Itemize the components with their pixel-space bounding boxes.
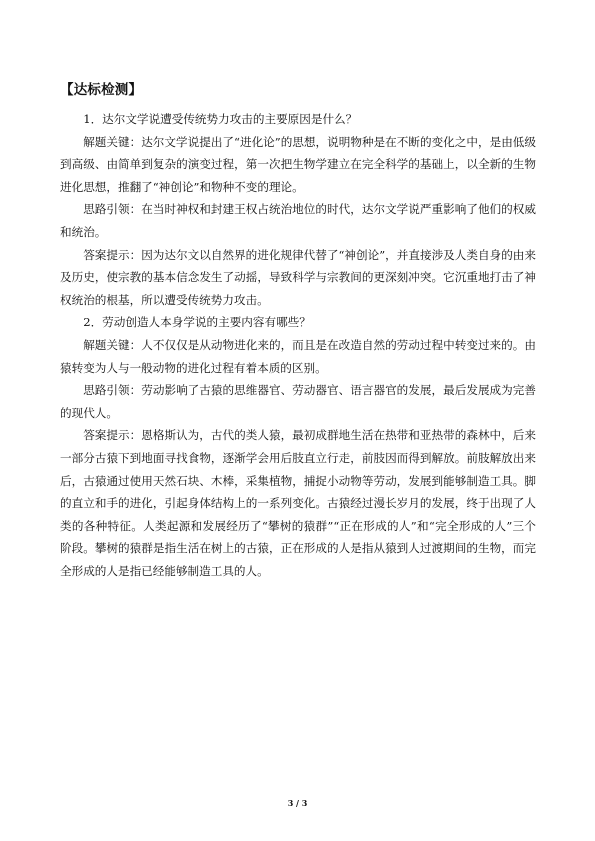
- page-number: 3 / 3: [287, 798, 308, 808]
- section-heading: 【达标检测】: [60, 82, 143, 98]
- question-1-key: 解题关键：达尔文学说提出了“进化论”的思想，说明物种是在不断的变化之中，是由低级到高级、由简单到复杂的演变过程，第一次把生物学建立在完全科学的基础上，以全新的生物进化思想，推翻了“神创论”和物种不变的理论。: [60, 134, 536, 194]
- question-1-answer: 答案提示：因为达尔文以自然界的进化规律代替了“神创论”，并直接涉及人类自身的由来及历史，使宗教的基本信念发生了动摇，导致科学与宗教间的更深刻冲突。它沉重地打击了神权统治的根基，所以遭受传统势力攻击。: [60, 247, 536, 307]
- question-2-answer: 答案提示：恩格斯认为，古代的类人猿，最初成群地生活在热带和亚热带的森林中，后来一部分古猿下到地面寻找食物，逐渐学会用后肢直立行走，前肢因而得到解放。前肢解放出来后，古猿通过使用天然石块、木棒，采集植物，捕捉小动物等劳动，发展到能够制造工具。脚的直立和手的进化，引起身体结构上的一系列变化。古猿经过漫长岁月的发展，终于出现了人类的各种特征。人类起源和发展经历了“攀树的猿群”“正在形成的人”和“完全形成的人”三个阶段。攀树的猿群是指生活在树上的古猿，正在形成的人是指从猿到人过渡期间的生物，而完全形成的人是指已经能够制造工具的人。: [60, 428, 536, 578]
- question-1-hint: 思路引领：在当时神权和封建王权占统治地位的时代，达尔文学说严重影响了他们的权威和统治。: [60, 202, 536, 239]
- question-1: 1．达尔文学说遭受传统势力攻击的主要原因是什么？: [83, 112, 358, 126]
- question-2-hint: 思路引领：劳动影响了古猿的思维器官、劳动器官、语言器官的发展，最后发展成为完善的现代人。: [60, 383, 536, 420]
- question-2: 2．劳动创造人本身学说的主要内容有哪些？: [83, 315, 311, 330]
- body-text: [60, 108, 536, 582]
- question-2-key: 解题关键：人不仅仅是从动物进化来的，而且是在改造自然的劳动过程中转变过来的。由猿转变为人与一般动物的进化过程有着本质的区别。: [60, 337, 536, 375]
